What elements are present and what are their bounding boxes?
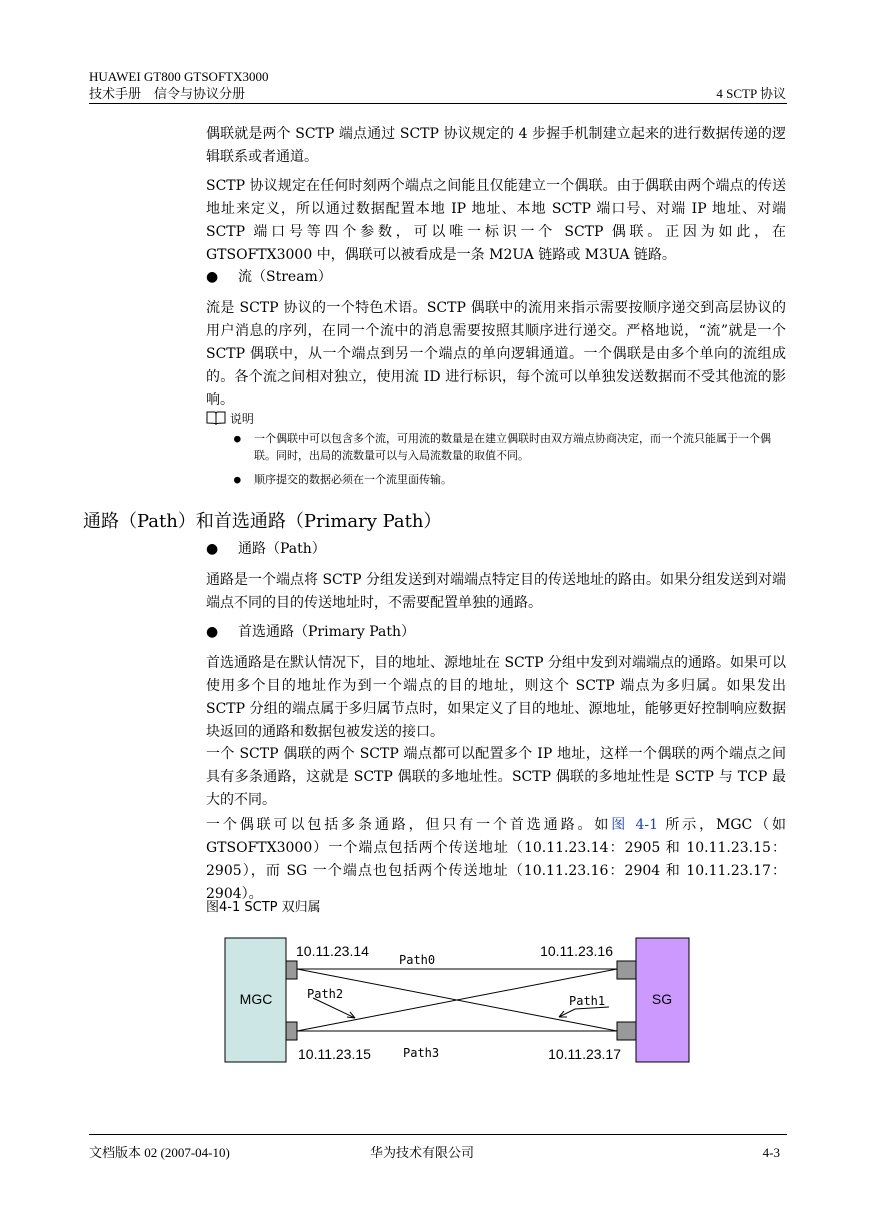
note-label: 说明 [229, 412, 254, 426]
figure-reference-link[interactable]: 图 4-1 [611, 817, 658, 833]
figure-caption: 图4-1 SCTP 双归属 [206, 900, 321, 915]
paragraph-primary-path-definition: 首选通路是在默认情况下，目的地址、源地址在 SCTP 分组中发到对端端点的通路。如果可以使用多个目的地址作为到一个端点的目的地址，则这个 SCTP 端点为多归属。如果发出 SCTP 分组的端点属于多归属节点时，如果定义了目的地址、源地址，能够更好控制响应数据块返回的通路和数据包被发送的接口。 [206, 655, 786, 740]
note-item [234, 430, 786, 464]
sg-port-bottom [617, 1022, 636, 1040]
header-rule [89, 103, 787, 104]
bullet-stream-label: 流（Stream） [238, 269, 332, 285]
bullet-stream [206, 268, 332, 286]
ip-mgc-bottom: 10.11.23.15 [298, 1046, 371, 1062]
paragraph-text: 所示，MGC（如 GTSOFTX3000）一个端点包括两个传送地址（10.11.23.14：2905 和 10.11.23.15：2905），而 SG 一个端点也包括两个传送地址（10.11.23.16：2904 和 10.11.23.17：2904）。 [206, 817, 786, 902]
paragraph-sctp-association-rule: SCTP 协议规定在任何时刻两个端点之间能且仅能建立一个偶联。由于偶联由两个端点的传送地址来定义，所以通过数据配置本地 IP 地址、本地 SCTP 端口号、对端 IP 地址、对端 SCTP 端口号等四个参数，可以唯一标识一个 SCTP 偶联。正因为如此，在 GTSOFTX3000 中，偶联可以被看成是一条 M2UA 链路或 M3UA 链路。 [206, 178, 786, 263]
bullet-dot: ● [206, 624, 219, 640]
footer-version: 文档版本 02 (2007-04-10) [89, 1145, 230, 1160]
path2-pointer [313, 998, 355, 1018]
header-manual: 技术手册 信令与协议分册 [89, 86, 246, 101]
mgc-label: MGC [239, 991, 273, 1007]
path2-label: Path2 [307, 987, 344, 1001]
path0-label: Path0 [399, 953, 436, 967]
note-header [206, 410, 254, 427]
bullet-primary-path-label: 首选通路（Primary Path） [238, 624, 416, 640]
bullet-dot: ● [206, 541, 219, 557]
paragraph-stream-definition: 流是 SCTP 协议的一个特色术语。SCTP 偶联中的流用来指示需要按顺序递交到高层协议的用户消息的序列，在同一个流中的消息需要按照其顺序进行递交。严格地说，“流”就是一个 SCTP 偶联中，从一个端点到另一个端点的单向逻辑通道。一个偶联是由多个单向的流组成的。各个流之间相对独立，使用流 ID 进行标识，每个流可以单独发送数据而不受其他流的影响。 [206, 300, 786, 408]
sg-label: SG [651, 991, 673, 1007]
footer-company: 华为技术有限公司 [370, 1145, 475, 1160]
ip-sg-top: 10.11.23.16 [540, 943, 613, 959]
ip-sg-bottom: 10.11.23.17 [548, 1046, 621, 1062]
path3-label: Path3 [403, 1046, 440, 1060]
paragraph-text: 一个偶联可以包括多条通路，但只有一个首选通路。如 [206, 817, 612, 833]
sg-port-top [617, 961, 636, 979]
path1-label: Path1 [569, 994, 606, 1008]
bullet-dot: ● [234, 473, 241, 486]
mgc-port-bottom [286, 1022, 297, 1040]
header-chapter: 4 SCTP 协议 [716, 86, 786, 101]
note-item [234, 471, 786, 488]
sctp-multihoming-diagram [215, 930, 695, 1070]
bullet-dot: ● [234, 432, 241, 445]
note-item-text: 一个偶联中可以包含多个流，可用流的数量是在建立偶联时由双方端点协商决定，而一个流只能属于一个偶联。同时，出局的流数量可以与入局流数量的取值不同。 [254, 432, 771, 462]
path1-pointer [559, 1007, 609, 1017]
paragraph-path-definition: 通路是一个端点将 SCTP 分组发送到对端端点特定目的传送地址的路由。如果分组发送到对端端点不同的目的传送地址时，不需要配置单独的通路。 [206, 572, 786, 611]
section-heading: 通路（Path）和首选通路（Primary Path） [83, 511, 442, 532]
bullet-path [206, 540, 326, 558]
book-icon [206, 410, 226, 425]
paragraph-multihoming: 一个 SCTP 偶联的两个 SCTP 端点都可以配置多个 IP 地址，这样一个偶联的两个端点之间具有多条通路，这就是 SCTP 偶联的多地址性。SCTP 偶联的多地址性是 SCTP 与 TCP 最大的不同。 [206, 746, 786, 808]
bullet-primary-path [206, 623, 415, 641]
paragraph-figure-reference [206, 814, 786, 906]
footer-page-number: 4-3 [762, 1145, 780, 1160]
bullet-dot: ● [206, 269, 219, 285]
ip-mgc-top: 10.11.23.14 [296, 943, 369, 959]
header-product: HUAWEI GT800 GTSOFTX3000 [89, 69, 269, 84]
mgc-port-top [286, 961, 297, 979]
note-item-text: 顺序提交的数据必须在一个流里面传输。 [254, 473, 452, 486]
footer-rule [89, 1134, 787, 1135]
bullet-path-label: 通路（Path） [238, 541, 326, 557]
paragraph-association-definition: 偶联就是两个 SCTP 端点通过 SCTP 协议规定的 4 步握手机制建立起来的进行数据传递的逻辑联系或者通道。 [206, 126, 786, 165]
